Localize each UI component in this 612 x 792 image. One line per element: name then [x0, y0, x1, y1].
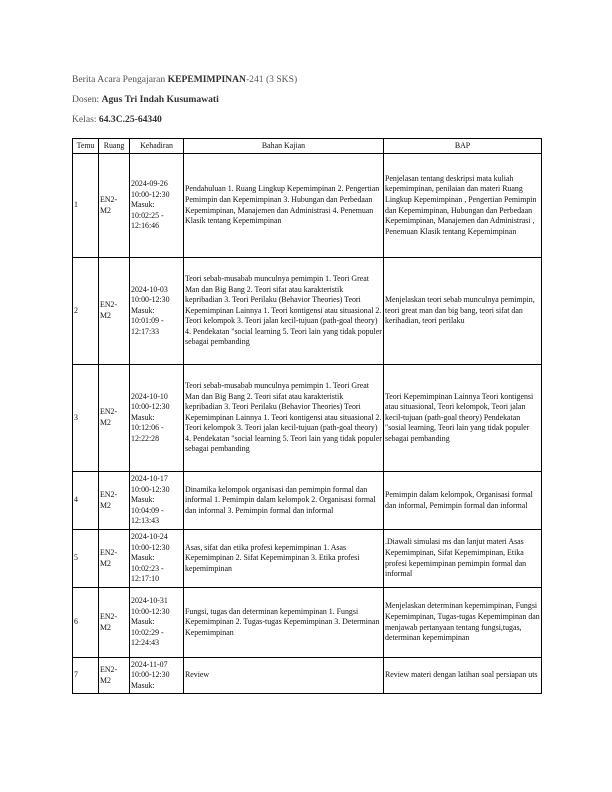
cell-bahan-kajian: Pendahuluan 1. Ruang Lingkup Kepemimpinan 2. Pengertian Pemimpin dan Kepemimpinan 3. Hubungan dan Perbedaan Kepemimpinan, Manajemen dan Administrasi 4. Penemuan Klasik tentang Kepemimpinan	[184, 154, 384, 258]
table-row	[73, 658, 542, 694]
course-line-suffix: -241 (3 SKS)	[245, 74, 298, 85]
table-row	[73, 588, 542, 658]
cell-bap: Pemimpin dalam kelompok, Organisasi formal dan informal, Pemimpin formal dan informal	[384, 472, 542, 530]
header-kehadiran: Kehadiran	[130, 139, 184, 154]
cell-temu: 7	[73, 658, 99, 694]
header-temu: Temu	[73, 139, 99, 154]
lecturer-line	[72, 90, 297, 110]
table-row	[73, 154, 542, 258]
cell-kehadiran: 2024-09-26 10:00-12:30 Masuk: 10:02:25 - 12:16:46	[130, 154, 184, 258]
cell-bahan-kajian: Asas, sifat dan etika profesi kepemimpinan 1. Asas Kepemimpinan 2. Sifat Kepemimpinan 3. Etika profesi kepemimpinan	[184, 530, 384, 588]
header-bap: BAP	[384, 139, 542, 154]
cell-kehadiran: 2024-10-17 10:00-12:30 Masuk: 10:04:09 - 12:13:43	[130, 472, 184, 530]
cell-ruang: EN2-M2	[99, 258, 130, 365]
document-header	[72, 70, 297, 130]
cell-ruang: EN2-M2	[99, 658, 130, 694]
cell-bahan-kajian: Teori sebab-musabab munculnya pemimpin 1. Teori Great Man dan Big Bang 2. Teori sifat atau karakteristik kepribadian 3. Teori Perilaku (Behavior Theories) Teori Kepemimpinan Lainnya 1. Teori kontigensi atau situasional 2. Teori kelompok 3. Teori jalan kecil-tujuan (path-goal theory) 4. Pendekatan "social learning 5. Teori lain yang tidak populer sebagai pembanding	[184, 365, 384, 472]
class-code: 64.3C.25-64340	[98, 114, 162, 125]
cell-kehadiran: 2024-10-10 10:00-12:30 Masuk: 10:12:06 - 12:22:28	[130, 365, 184, 472]
cell-temu: 2	[73, 258, 99, 365]
table-row	[73, 530, 542, 588]
cell-bap: Penjelasan tentang deskripsi mata kuliah kepemimpinan, penilaian dan materi Ruang Lingkup Kepemimpinan , Pengertian Pemimpin dan Kepemimpinan, Hubungan dan Perbedaan Kepemimpinan, Manajemen dan Administrasi , Penemuan Klasik tentang Kepemimpinan	[384, 154, 542, 258]
header-ruang: Ruang	[99, 139, 130, 154]
course-name: KEPEMIMPINAN	[167, 74, 246, 85]
course-line	[72, 70, 297, 90]
table-row	[73, 365, 542, 472]
table-row	[73, 258, 542, 365]
cell-temu: 4	[73, 472, 99, 530]
cell-bahan-kajian: Teori sebab-musabab munculnya pemimpin 1. Teori Great Man dan Big Bang 2. Teori sifat atau karakteristik kepribadian 3. Teori Perilaku (Behavior Theories) Teori Kepemimpinan Lainnya 1. Teori kontigensi atau situasional 2. Teori kelompok 3. Teori jalan kecil-tujuan (path-goal theory) 4. Pendekatan "social learning 5. Teori lain yang tidak populer sebagai pembanding	[184, 258, 384, 365]
cell-kehadiran: 2024-10-31 10:00-12:30 Masuk: 10:02:29 - 12:24:43	[130, 588, 184, 658]
cell-ruang: EN2-M2	[99, 588, 130, 658]
cell-bahan-kajian: Fungsi, tugas dan determinan kepemimpinan 1. Fungsi Kepemimpinan 2. Tugas-tugas Kepemimpinan 3. Determinan Kepemimpinan	[184, 588, 384, 658]
lecturer-name: Agus Tri Indah Kusumawati	[101, 94, 219, 105]
cell-ruang: EN2-M2	[99, 365, 130, 472]
cell-ruang: EN2-M2	[99, 530, 130, 588]
cell-kehadiran: 2024-10-03 10:00-12:30 Masuk: 10:01:09 - 12:17:33	[130, 258, 184, 365]
cell-bahan-kajian: Review	[184, 658, 384, 694]
cell-temu: 6	[73, 588, 99, 658]
table-header-row	[73, 139, 542, 154]
cell-ruang: EN2-M2	[99, 472, 130, 530]
table-row	[73, 472, 542, 530]
cell-temu: 1	[73, 154, 99, 258]
header-bahan-kajian: Bahan Kajian	[184, 139, 384, 154]
lecturer-label: Dosen:	[72, 94, 102, 105]
cell-bap: .Diawali simulasi ms dan lanjut materi Asas Kepemimpinan, Sifat Kepemimpinan, Etika profesi kepemimpinan pemimpin formal dan informal	[384, 530, 542, 588]
cell-bap: Menjelaskan teori sebab munculnya pemimpin, teori great man dan big bang, teori sifat dan kerihadian, teori perilaku	[384, 258, 542, 365]
cell-ruang: EN2-M2	[99, 154, 130, 258]
cell-bap: Review materi dengan latihan soal persiapan uts	[384, 658, 542, 694]
course-line-prefix: Berita Acara Pengajaran	[72, 74, 168, 85]
cell-bap: Menjelaskan determinan kepemimpinan, Fungsi Kepemimpinan, Tugas-tugas Kepemimpinan dan menjawab pertanyaan tentang fungsi,tugas, determinan kepemimpinan	[384, 588, 542, 658]
class-line	[72, 110, 297, 130]
cell-kehadiran: 2024-11-07 10:00-12:30 Masuk:	[130, 658, 184, 694]
cell-bap: Teori Kepemimpinan Lainnya Teori kontigensi atau situasional, Teori kelompok, Teori jalan kecil-tujuan (path-goal theory) Pendekatan "sosial learning, Teori lain yang tidak populer sebagai pembanding	[384, 365, 542, 472]
cell-kehadiran: 2024-10-24 10:00-12:30 Masuk: 10:02:23 - 12:17:10	[130, 530, 184, 588]
class-label: Kelas:	[72, 114, 99, 125]
attendance-table	[72, 138, 542, 694]
cell-temu: 5	[73, 530, 99, 588]
cell-temu: 3	[73, 365, 99, 472]
cell-bahan-kajian: Dinamika kelompok organisasi dan pemimpin formal dan informal 1. Pemimpin dalam kelompok 2. Organisasi formal dan informal 3. Pemimpin formal dan informal	[184, 472, 384, 530]
